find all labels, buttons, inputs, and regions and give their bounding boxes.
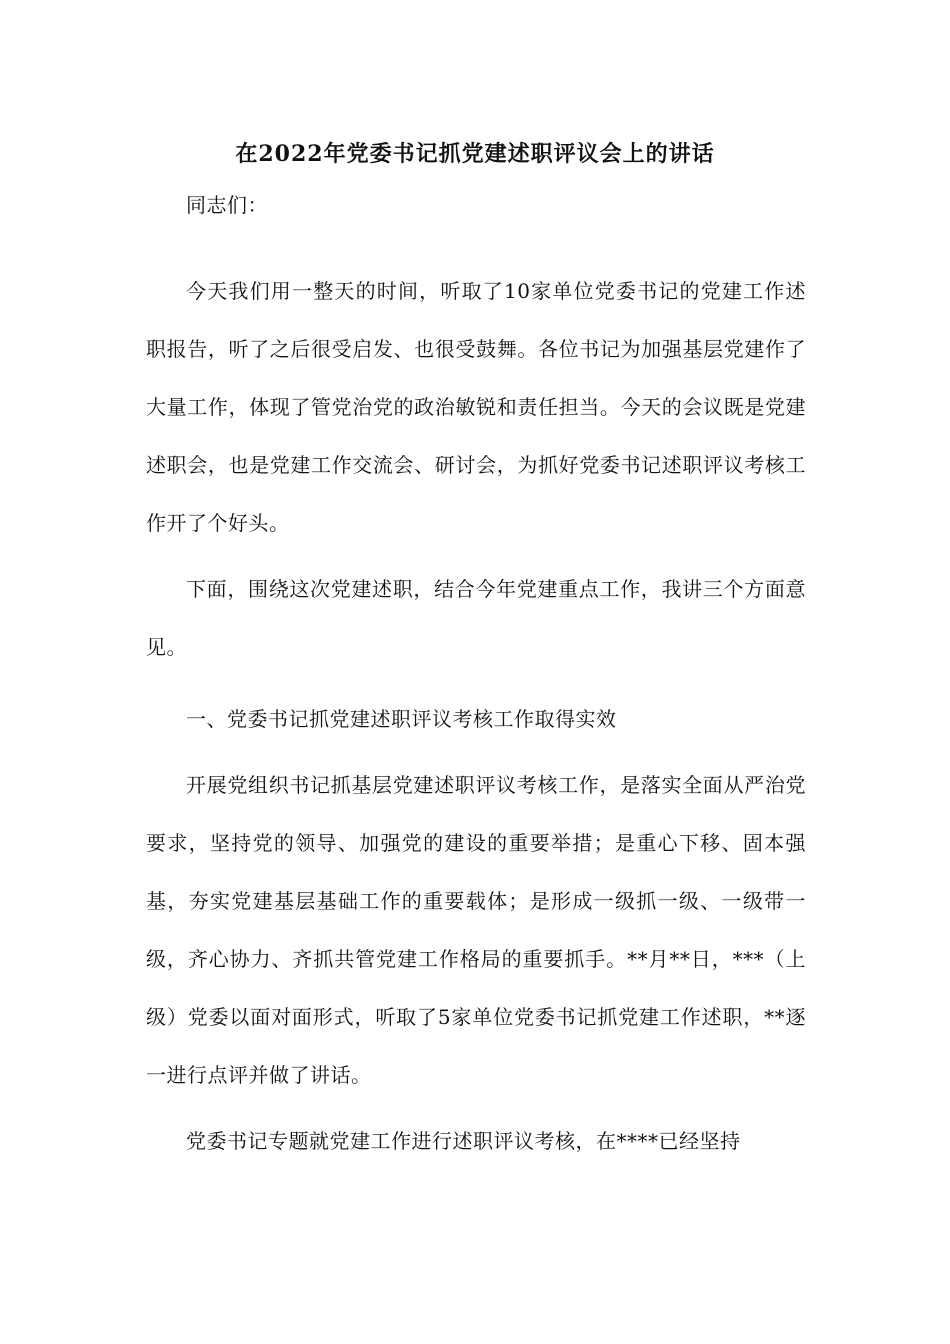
paragraph-continued: 党委书记专题就党建工作进行述职评议考核，在****已经坚持: [186, 1129, 741, 1153]
greeting: 同志们：: [186, 193, 268, 217]
section-heading-1: 一、党委书记抓党建述职评议考核工作取得实效: [186, 707, 617, 731]
paragraph-outline: 下面，围绕这次党建述职，结合今年党建重点工作，我讲三个方面意见。: [146, 577, 806, 659]
document-title: 在2022年党委书记抓党建述职评议会上的讲话: [235, 141, 715, 167]
paragraph-opening: 今天我们用一整天的时间，听取了10家单位党委书记的党建工作述职报告，听了之后很受启发、也很受鼓舞。各位书记为加强基层党建作了大量工作，体现了管党治党的政治敏锐和责任担当。今天的会议既是党建述职会，也是党建工作交流会、研讨会，为抓好党委书记述职评议考核工作开了个好头。: [146, 279, 806, 535]
paragraph-section-1-body: 开展党组织书记抓基层党建述职评议考核工作，是落实全面从严治党要求，坚持党的领导、加强党的建设的重要举措；是重心下移、固本强基，夯实党建基层基础工作的重要载体；是形成一级抓一级、一级带一级，齐心协力、齐抓共管党建工作格局的重要抓手。**月**日，***（上级）党委以面对面形式，听取了5家单位党委书记抓党建工作述职，**逐一进行点评并做了讲话。: [146, 773, 806, 1087]
